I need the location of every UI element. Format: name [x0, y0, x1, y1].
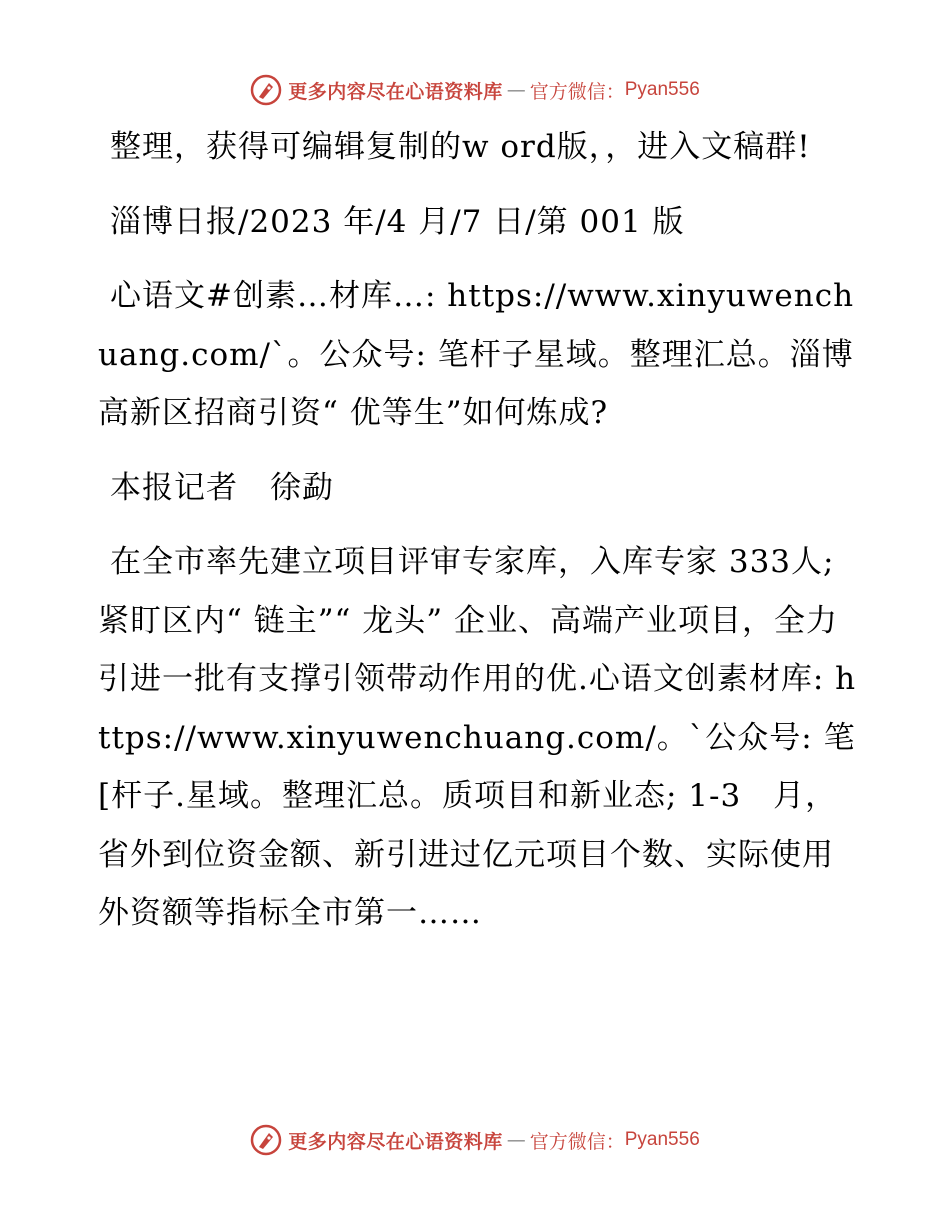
body-paragraph: 在全市率先建立项目评审专家库，入库专家 333人; 紧盯区内“ 链主”“ 龙头” 企业、高端产业项目，全力引进一批有支撑引领带动作用的优.心语文创素材库: https://www.xinyuwenchuang.com/。`公众号: 笔[杆子.星域。整理汇总。质项目和新业态; 1-3 月，省外到位资金额、新引进过亿元项目个数、实际使用外资额等指标全市第一……	[98, 544, 857, 931]
header-banner	[0, 70, 950, 110]
banner-wechat-label: 官方微信：	[529, 1130, 625, 1153]
intro-paragraph: 整理，获得可编辑复制的w ord版，，进入文稿群!	[110, 129, 811, 165]
footer-banner	[0, 1120, 950, 1160]
banner-wechat-handle: Pyan556	[624, 79, 700, 100]
source-line: 淄博日报/2023 年/4 月/7 日/第 001 版	[110, 203, 685, 240]
document-body	[98, 118, 858, 943]
banner-main-text: 更多内容尽在心语资料库	[288, 80, 503, 103]
byline: 本报记者 徐勐	[110, 469, 334, 506]
banner-separator: —	[506, 1129, 526, 1151]
banner-main-text: 更多内容尽在心语资料库	[288, 1130, 503, 1153]
banner-wechat-handle: Pyan556	[624, 1129, 700, 1150]
banner-wechat-label: 官方微信：	[529, 80, 625, 103]
pen-nib-icon	[250, 74, 282, 106]
headline-paragraph: 心语文#创素…材库…: https://www.xinyuwenchuang.com/`。公众号: 笔杆子星域。整理汇总。淄博高新区招商引资“ 优等生”如何炼成?	[98, 278, 855, 431]
pen-nib-icon	[250, 1124, 282, 1156]
banner-separator: —	[506, 79, 526, 101]
